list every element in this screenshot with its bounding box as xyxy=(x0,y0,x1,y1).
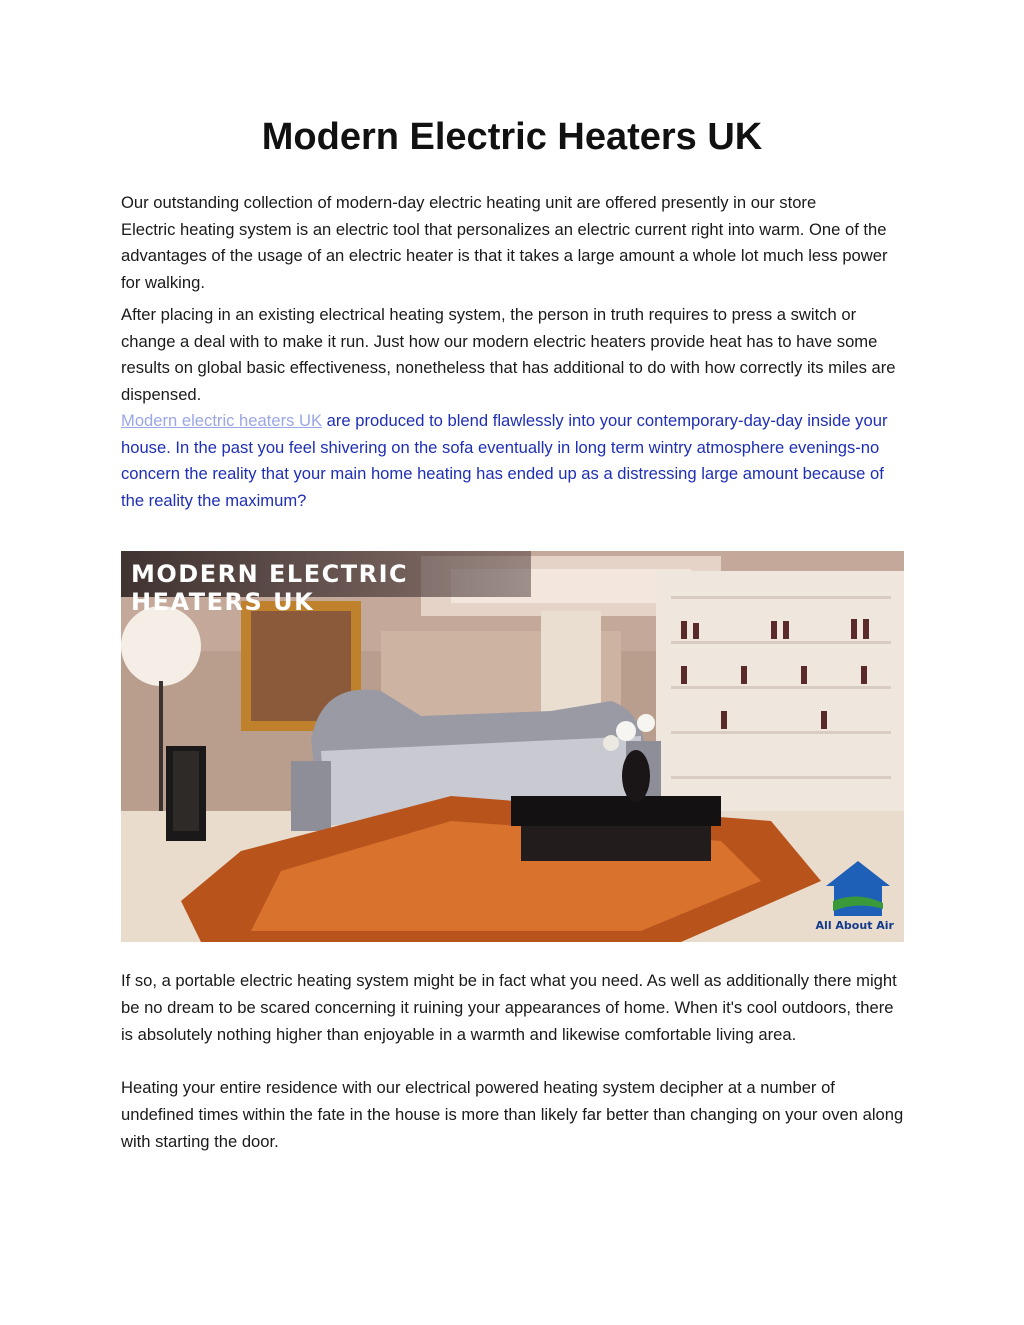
page-title: Modern Electric Heaters UK xyxy=(261,116,763,158)
article-body xyxy=(121,190,906,514)
paragraph-intro: Our outstanding collection of modern-day electric heating unit are offered presently in our store xyxy=(121,193,817,212)
paragraph-heating-residence: Heating your entire residence with our electrical powered heating system decipher at a number of undefined times within the fate in the house is more than likely far better than changing on your oven along with starting the door. xyxy=(121,1078,904,1151)
living-room-image xyxy=(121,551,904,942)
paragraph-electric-heating: Electric heating system is an electric tool that personalizes an electric current right into warm. One of the advantages of the usage of an electric heater is that it takes a large amount a whole lot much less power for walking. xyxy=(121,219,888,292)
paragraph-placing: After placing in an existing electrical heating system, the person in truth requires to press a switch or change a deal with to make it run. Just how our modern electric heaters provide heat has to have some results on global basic effectiveness, nonetheless that has additional to do with how correctly its miles are dispensed. xyxy=(121,305,896,404)
paragraph-portable: If so, a portable electric heating system might be in fact what you need. As well as additionally there might be no dream to be scared concerning it ruining your appearances of home. When it's cool outdoors, there is absolutely nothing higher than enjoyable in a warmth and likewise comfortable living area. xyxy=(121,971,897,1044)
article-body-bottom xyxy=(121,967,906,1155)
image-banner-text: MODERN ELECTRIC HEATERS UK xyxy=(131,560,409,616)
modern-heaters-link[interactable]: Modern electric heaters UK xyxy=(121,411,323,430)
image-banner xyxy=(121,551,531,616)
paragraph-modern-heaters xyxy=(121,408,906,514)
logo-text: All About Air xyxy=(815,919,894,932)
paragraph-modern-heaters-text: are produced to blend flawlessly into your contemporary-day-day inside your house. In the past you feel shivering on the sofa eventually in long term wintry atmosphere evenings-no concern the reality that your main home heating has ended up as a distressing large amount because of the reality the maximum? xyxy=(121,411,888,510)
